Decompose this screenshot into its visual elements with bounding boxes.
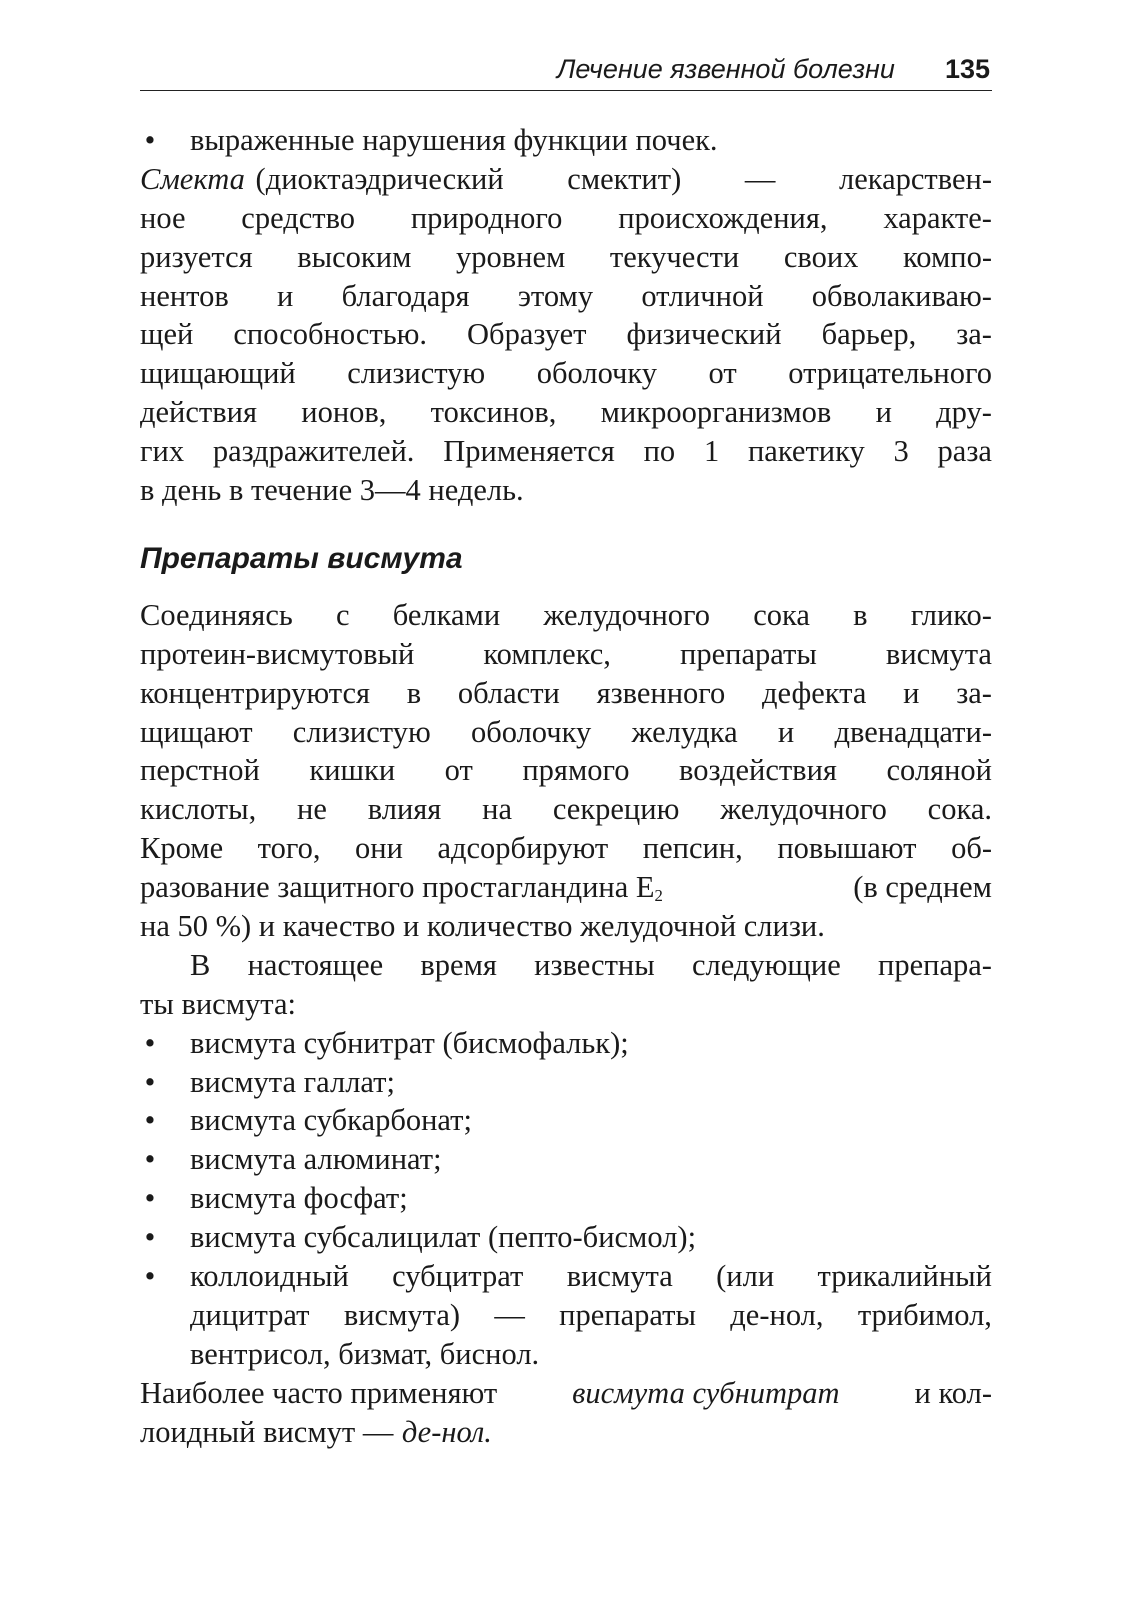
text-line bbox=[140, 751, 992, 790]
list-item-text: висмута галлат; bbox=[190, 1064, 395, 1099]
bullet-icon: • bbox=[144, 1064, 156, 1099]
word: Применяется bbox=[443, 434, 615, 469]
word: (диоктаэдрический bbox=[255, 161, 504, 196]
list-item bbox=[140, 1257, 992, 1296]
word: адсорбируют bbox=[437, 831, 609, 866]
word: и bbox=[277, 278, 294, 313]
word: слизистую bbox=[292, 714, 431, 749]
list-item bbox=[140, 121, 992, 160]
word: в bbox=[406, 675, 422, 710]
text-line: вентрисол, бизмат, биснол. bbox=[190, 1336, 540, 1371]
word: протеин-висмутовый bbox=[140, 636, 415, 671]
word: желудочного bbox=[720, 792, 887, 827]
drug-name-subnitrate: висмута субнитрат bbox=[572, 1375, 840, 1410]
word: об- bbox=[951, 831, 992, 866]
word: В bbox=[190, 947, 211, 982]
word: коллоидный bbox=[190, 1259, 349, 1294]
word: белками bbox=[392, 597, 501, 632]
word: соляной bbox=[886, 753, 992, 788]
word: висмута bbox=[885, 636, 992, 671]
list-item-text: висмута фосфат; bbox=[190, 1181, 408, 1216]
subscript: 2 bbox=[654, 886, 663, 906]
word: перстной bbox=[140, 753, 260, 788]
word: текучести bbox=[609, 239, 740, 274]
word: прямого bbox=[522, 753, 630, 788]
word: происхождения, bbox=[618, 200, 828, 235]
word: оболочку bbox=[470, 714, 592, 749]
word: нентов bbox=[140, 278, 229, 313]
word: время bbox=[420, 947, 497, 982]
word: препараты bbox=[680, 636, 817, 671]
word: обволакиваю- bbox=[811, 278, 992, 313]
list-item bbox=[140, 1063, 992, 1102]
word: трикалийный bbox=[817, 1259, 992, 1294]
word: 3 bbox=[893, 434, 909, 469]
list-item-text: выраженные нарушения функции почек. bbox=[190, 123, 718, 157]
word: за- bbox=[956, 675, 992, 710]
text-segment bbox=[140, 868, 663, 907]
word: концентрируются bbox=[140, 675, 371, 710]
word: висмута) bbox=[343, 1297, 461, 1332]
word: двенадцати- bbox=[834, 714, 992, 749]
word: пепсин, bbox=[642, 831, 743, 866]
word: не bbox=[297, 792, 327, 827]
word: воздействия bbox=[679, 753, 837, 788]
drug-name-smecta: Смекта bbox=[140, 161, 245, 196]
book-page bbox=[140, 52, 992, 1452]
list-item-text: висмута субкарбонат; bbox=[190, 1103, 472, 1138]
word: физический bbox=[626, 317, 782, 352]
list-item-text: висмута субнитрат (бисмофальк); bbox=[190, 1025, 629, 1060]
word: на bbox=[482, 792, 513, 827]
list-item bbox=[140, 1179, 992, 1218]
text-line bbox=[140, 868, 992, 907]
word: они bbox=[355, 831, 403, 866]
word: за- bbox=[956, 317, 992, 352]
word: раза bbox=[937, 434, 992, 469]
text-line bbox=[140, 432, 992, 471]
word: настоящее bbox=[247, 947, 384, 982]
text-line bbox=[140, 674, 992, 713]
bismuth-paragraph bbox=[140, 596, 992, 946]
smecta-paragraph bbox=[140, 160, 992, 510]
text-line bbox=[140, 635, 992, 674]
word: смектит) bbox=[567, 161, 682, 196]
text-line bbox=[140, 946, 992, 985]
word: способностью. bbox=[233, 317, 428, 352]
word: микроорганизмов bbox=[600, 395, 832, 430]
word: щищающий bbox=[140, 356, 296, 391]
word: субцитрат bbox=[392, 1259, 524, 1294]
word: оболочку bbox=[536, 356, 658, 391]
list-item bbox=[140, 1140, 992, 1179]
word: ное bbox=[140, 200, 186, 235]
bullet-icon: • bbox=[144, 1181, 156, 1216]
list-item-text: висмута субсалицилат (пепто-бисмол); bbox=[190, 1220, 697, 1255]
bullet-icon: • bbox=[144, 1259, 156, 1294]
text-line bbox=[140, 1296, 992, 1335]
bullet-icon: • bbox=[144, 1220, 156, 1255]
word: своих bbox=[783, 239, 859, 274]
word: лекарствен- bbox=[838, 161, 992, 196]
word: от bbox=[708, 356, 737, 391]
section-heading: Препараты висмута bbox=[140, 541, 463, 575]
word: благодаря bbox=[341, 278, 470, 313]
running-title: Лечение язвенной болезни bbox=[556, 54, 895, 84]
bullet-icon: • bbox=[144, 1142, 156, 1177]
text-line bbox=[140, 315, 992, 354]
word: уровнем bbox=[455, 239, 566, 274]
word: комплекс, bbox=[483, 636, 611, 671]
word: сока bbox=[753, 597, 810, 632]
word: — bbox=[494, 1297, 525, 1332]
word: известны bbox=[534, 947, 655, 982]
word: компо- bbox=[903, 239, 992, 274]
word: раздражителей. bbox=[212, 434, 415, 469]
body-text bbox=[140, 121, 992, 1452]
closing-paragraph bbox=[140, 1374, 992, 1452]
text-line: на 50 %) и качество и количество желудочной слизи. bbox=[140, 909, 825, 944]
word: ионов, bbox=[301, 395, 387, 430]
word: препараты bbox=[559, 1297, 696, 1332]
word: действия bbox=[140, 395, 257, 430]
word: гих bbox=[140, 434, 185, 469]
word: Образует bbox=[467, 317, 587, 352]
word: и bbox=[875, 395, 892, 430]
bullet-icon: • bbox=[144, 1025, 156, 1060]
text-segment bbox=[256, 160, 992, 199]
bullet-icon: • bbox=[144, 1103, 156, 1138]
word: трибимол, bbox=[857, 1297, 992, 1332]
text-line bbox=[140, 713, 992, 752]
word: Соединяясь bbox=[140, 597, 293, 632]
prostaglandin-text: разование защитного простагландина Е bbox=[140, 870, 655, 905]
word: желудка bbox=[631, 714, 738, 749]
text-line: ты висмута: bbox=[140, 986, 296, 1021]
word: висмута bbox=[566, 1259, 673, 1294]
page-number: 135 bbox=[944, 54, 990, 84]
text-line bbox=[140, 829, 992, 868]
word: того, bbox=[257, 831, 321, 866]
word: (или bbox=[716, 1259, 775, 1294]
list-item bbox=[140, 1024, 992, 1063]
word: 1 bbox=[703, 434, 720, 469]
word: средство bbox=[241, 200, 356, 235]
text-line bbox=[140, 199, 992, 238]
word: по bbox=[643, 434, 676, 469]
word: дру- bbox=[936, 395, 992, 430]
word: ризуется bbox=[140, 239, 253, 274]
word: глико- bbox=[910, 597, 992, 632]
word: дицитрат bbox=[190, 1297, 310, 1332]
text-line bbox=[140, 160, 992, 199]
bullet-icon: • bbox=[144, 123, 156, 157]
text-segment: (в среднем bbox=[853, 870, 992, 905]
word: сока. bbox=[927, 792, 992, 827]
text-line bbox=[140, 1374, 992, 1413]
word: отрицательного bbox=[788, 356, 992, 391]
word: области bbox=[457, 675, 560, 710]
word: следующие bbox=[691, 947, 841, 982]
word: желудочного bbox=[543, 597, 711, 632]
word: щищают bbox=[140, 714, 253, 749]
list-item bbox=[140, 1218, 992, 1257]
word: токсинов, bbox=[430, 395, 557, 430]
word: кишки bbox=[309, 753, 396, 788]
word: этому bbox=[517, 278, 594, 313]
word: от bbox=[444, 753, 473, 788]
word: и bbox=[777, 714, 795, 749]
word: Кроме bbox=[140, 831, 224, 866]
text-segment: лоидный висмут — bbox=[140, 1414, 394, 1449]
word: секрецию bbox=[552, 792, 680, 827]
text-line bbox=[140, 1413, 992, 1452]
word: в bbox=[853, 597, 868, 632]
list-item-text: висмута алюминат; bbox=[190, 1142, 442, 1177]
running-header bbox=[140, 52, 992, 91]
text-line bbox=[140, 393, 992, 432]
word: де-нол, bbox=[730, 1297, 824, 1332]
word: пакетику bbox=[747, 434, 865, 469]
text-line: в день в течение 3—4 недель. bbox=[140, 473, 524, 508]
word: дефекта bbox=[762, 675, 867, 710]
word: с bbox=[336, 597, 350, 632]
word: — bbox=[744, 161, 776, 196]
word: язвенного bbox=[596, 675, 726, 710]
word: кислоты, bbox=[140, 792, 257, 827]
text-line bbox=[140, 238, 992, 277]
text-line bbox=[140, 354, 992, 393]
text-segment: и кол- bbox=[914, 1375, 992, 1410]
text-line bbox=[140, 790, 992, 829]
word: характе- bbox=[883, 200, 992, 235]
word: природного bbox=[410, 200, 563, 235]
text-segment: Наиболее часто применяют bbox=[140, 1375, 498, 1410]
bismuth-list bbox=[140, 1024, 992, 1374]
word: отличной bbox=[641, 278, 764, 313]
word: слизистую bbox=[347, 356, 486, 391]
word: повышают bbox=[777, 831, 917, 866]
text-line bbox=[140, 596, 992, 635]
word: препара- bbox=[878, 947, 992, 982]
word: щей bbox=[140, 317, 194, 352]
word: высоким bbox=[297, 239, 412, 274]
drug-name-de-nol: де-нол. bbox=[401, 1414, 492, 1449]
list-item-text bbox=[190, 1257, 992, 1296]
word: и bbox=[903, 675, 920, 710]
text-line bbox=[140, 277, 992, 316]
word: влияя bbox=[367, 792, 442, 827]
word: барьер, bbox=[821, 317, 917, 352]
list-item bbox=[140, 1101, 992, 1140]
